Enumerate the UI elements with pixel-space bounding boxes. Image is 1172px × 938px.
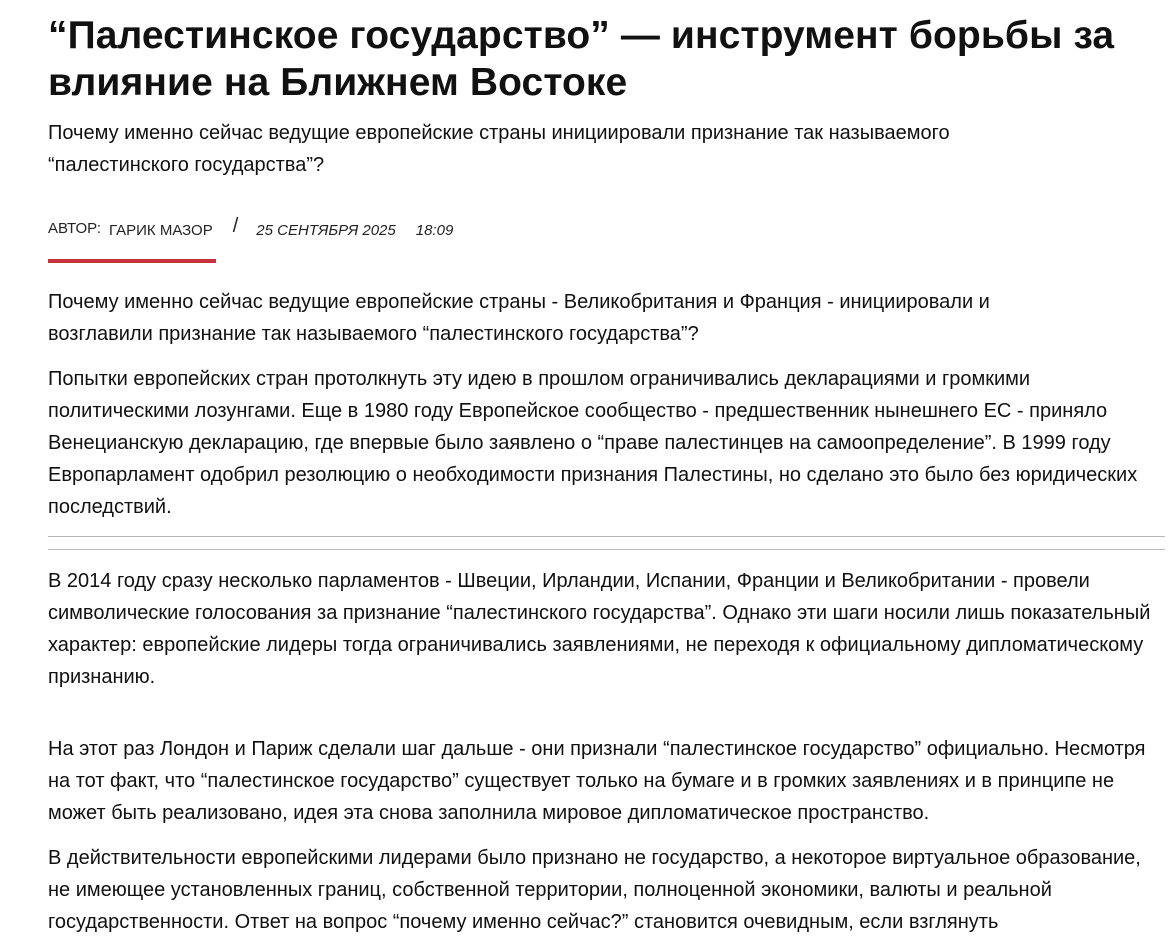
article-paragraph: В 2014 году сразу несколько парламентов - Швеции, Ирландии, Испании, Франции и Великобритании - провели символические голосования за признание “палестинского государства”. Однако эти шаги носили лишь показательный характер: европейские лидеры тогда ограничивались заявлениями, не переходя к официальному дипломатическому признанию. [48, 570, 1151, 688]
author-label: АВТОР: [48, 220, 102, 237]
article-meta [48, 217, 1168, 239]
accent-divider [48, 259, 216, 263]
section-divider [48, 536, 1165, 550]
meta-separator: / [232, 215, 239, 237]
article-lead: Почему именно сейчас ведущие европейские страны инициировали признание так называемого “палестинского государства”? [48, 122, 950, 176]
publish-date: 25 СЕНТЯБРЯ 2025 [256, 222, 396, 239]
article-body [48, 286, 1168, 938]
article-title: “Палестинское государство” — инструмент борьбы за влияние на Ближнем Востоке [48, 14, 1115, 104]
article-paragraph: Почему именно сейчас ведущие европейские страны - Великобритания и Франция - инициировали и возглавили признание так называемого “палестинского государства”? [48, 291, 990, 345]
author-name-link[interactable]: ГАРИК МАЗОР [109, 222, 213, 239]
publish-time: 18:09 [415, 222, 454, 239]
article-paragraph: Попытки европейских стран протолкнуть эту идею в прошлом ограничивались декларациями и громкими политическими лозунгами. Еще в 1980 году Европейское сообщество - предшественник нынешнего ЕС - приняло Венецианскую декларацию, где впервые было заявлено о “праве палестинцев на самоопределение”. В 1999 году Европарламент одобрил резолюцию о необходимости признания Палестины, но сделано это было без юридических последствий. [48, 368, 1138, 518]
article-paragraph: В действительности европейскими лидерами было признано не государство, а некоторое виртуальное образование, не имеющее установленных границ, собственной территории, полноценной экономики, валюты и реальной государственности. Ответ на вопрос “почему именно сейчас?” становится очевидным, если взглянуть [48, 847, 1141, 933]
article-paragraph: На этот раз Лондон и Париж сделали шаг дальше - они признали “палестинское государство” официально. Несмотря на тот факт, что “палестинское государство” существует только на бумаге и в громких заявлениях и в принципе не может быть реализовано, идея эта снова заполнила мировое дипломатическое пространство. [48, 738, 1146, 824]
article [48, 0, 1168, 938]
